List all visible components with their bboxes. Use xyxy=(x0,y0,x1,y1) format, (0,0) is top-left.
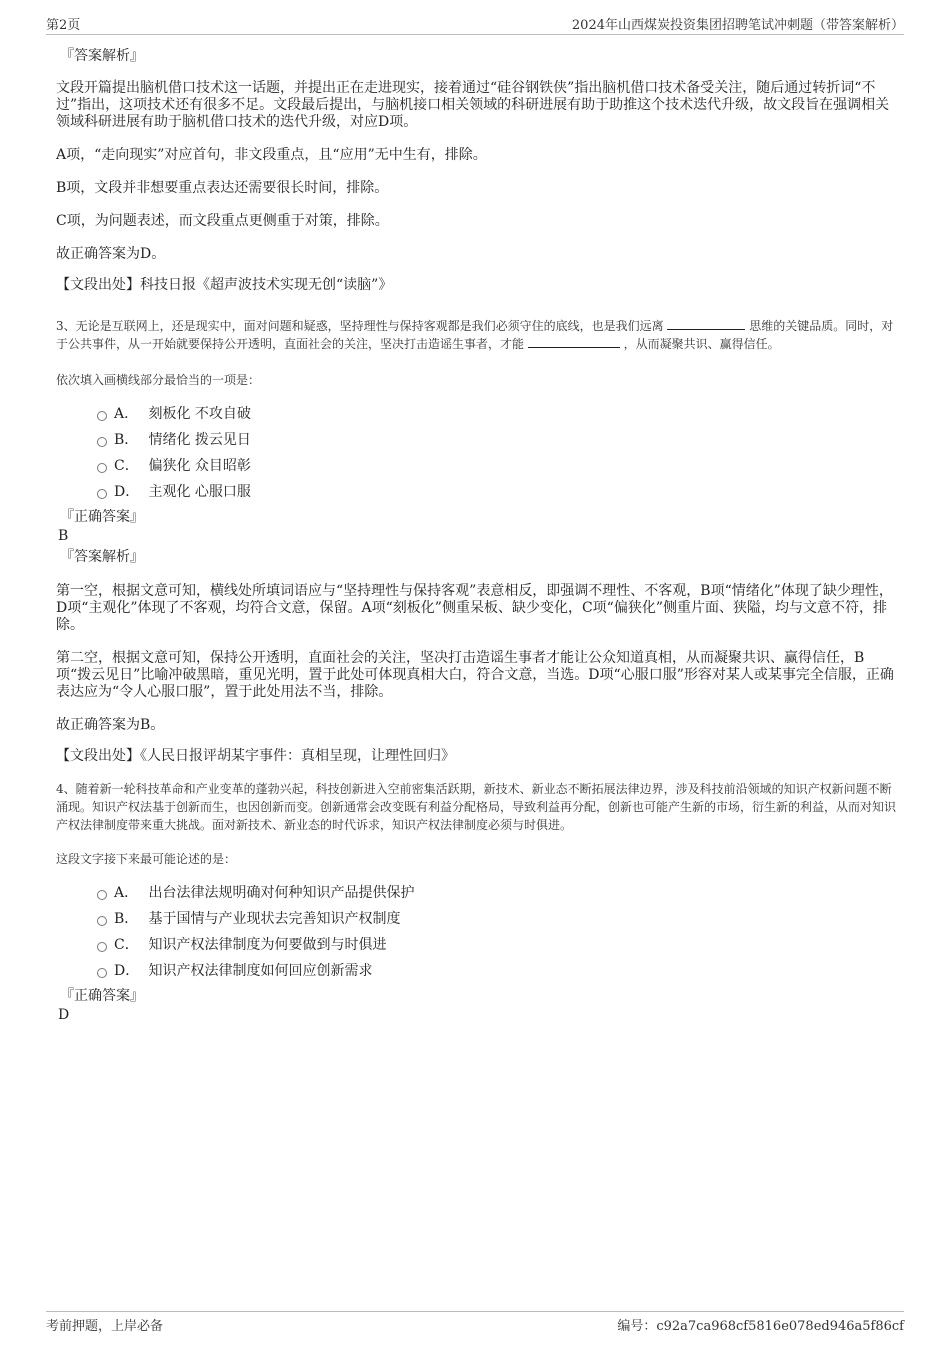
footer-slogan: 考前押题，上岸必备 xyxy=(46,1319,164,1334)
q3-option-a[interactable] xyxy=(56,401,898,427)
radio-icon[interactable] xyxy=(97,942,107,952)
q3-analysis-paragraph-2: 第二空，根据文意可知，保持公开透明，直面社会的关注，坚决打击造谣生事者才能让公众知道真相，从而凝聚共识、赢得信任，B项“拨云见日”比喻冲破黑暗，重见光明，置于此处可体现真相大白，符合文意，当选。D项“心服口服”形容对某人或某事完全信服，正确表达应为“令人心服口服”，置于此处用法不当，排除。 xyxy=(56,650,894,700)
q2-analysis-option-a: A项，“走向现实”对应首句，非文段重点，且“应用”无中生有，排除。 xyxy=(56,147,487,163)
document-id: 编号：c92a7ca968cf5816e078ed946a5f86cf xyxy=(617,1319,904,1334)
q3-conclusion: 故正确答案为B。 xyxy=(56,717,165,733)
q4-answer-label: 『正确答案』 xyxy=(60,988,144,1004)
q4-option-d[interactable] xyxy=(56,958,898,984)
option-text: 基于国情与产业现状去完善知识产权制度 xyxy=(148,911,401,927)
q3-blank-2 xyxy=(528,337,620,348)
option-text: 知识产权法律制度为何要做到与时俱进 xyxy=(148,937,387,953)
q2-source: 【文段出处】科技日报《超声波技术实现无创“读脑”》 xyxy=(56,277,393,293)
document-title: 2024年山西煤炭投资集团招聘笔试冲刺题（带答案解析） xyxy=(571,18,904,33)
option-text: 知识产权法律制度如何回应创新需求 xyxy=(148,963,373,979)
q3-option-c[interactable] xyxy=(56,453,898,479)
option-text: 出台法律法规明确对何种知识产品提供保护 xyxy=(148,885,415,901)
option-letter: D． xyxy=(114,963,140,979)
q3-option-d[interactable] xyxy=(56,479,898,505)
page-header xyxy=(46,14,904,35)
option-letter: A． xyxy=(114,885,139,901)
q2-analysis-option-c: C项，为问题表述，而文段重点更侧重于对策，排除。 xyxy=(56,213,389,229)
q3-options xyxy=(56,401,898,505)
q4-stem: 4、随着新一轮科技革命和产业变革的蓬勃兴起，科技创新进入空前密集活跃期，新技术、新业态不断拓展法律边界，涉及科技前沿领域的知识产权新问题不断涌现。知识产权法基于创新而生，也因创新而变。创新通常会改变既有利益分配格局，导致利益再分配，创新也可能产生新的市场，衍生新的利益，从而对知识产权法律制度带来重大挑战。面对新技术、新业态的时代诉求，知识产权法律制度必须与时俱进。 xyxy=(56,782,897,832)
option-text: 情绪化 拨云见日 xyxy=(148,432,251,448)
q4-prompt: 这段文字接下来最可能论述的是： xyxy=(56,852,237,866)
q2-analysis-paragraph: 文段开篇提出脑机借口技术这一话题，并提出正在走进现实，接着通过“硅谷钢铁侠”指出脑机借口技术备受关注，随后通过转折词“不过”指出，这项技术还有很多不足。文段最后提出，与脑机接口相关领域的科研进展有助于助推这个技术迭代升级，故文段旨在强调相关领域科研进展有助于脑机借口技术的迭代升级，对应D项。 xyxy=(56,80,890,130)
q3-source: 【文段出处】《人民日报评胡某宇事件：真相呈现，让理性回归》 xyxy=(56,748,455,764)
q4-option-a[interactable] xyxy=(56,880,898,906)
q3-stem xyxy=(56,317,898,353)
q3-analysis-paragraph-1: 第一空，根据文意可知，横线处所填词语应与“坚持理性与保持客观”表意相反，即强调不理性、不客观，B项“情绪化”体现了缺少理性，D项“主观化”体现了不客观，均符合文意，保留。A项“刻板化”侧重呆板、缺少变化，C项“偏狭化”侧重片面、狭隘，均与文意不符，排除。 xyxy=(56,583,893,633)
q2-analysis-label: 『答案解析』 xyxy=(60,48,144,64)
option-letter: D． xyxy=(114,484,140,500)
q3-analysis-label: 『答案解析』 xyxy=(60,549,144,565)
main-content xyxy=(56,46,898,1024)
q2-conclusion: 故正确答案为D。 xyxy=(56,246,166,262)
radio-icon[interactable] xyxy=(97,890,107,900)
option-letter: C． xyxy=(114,937,139,953)
q3-stem-part2: 思维的关键品质。同时，对于公共事件，从一开始就要保持公开透明，直面社会的关注，坚决打击造谣生事者，才能 xyxy=(56,319,894,351)
q4-option-c[interactable] xyxy=(56,932,898,958)
q3-blank-1 xyxy=(667,319,745,330)
option-text: 刻板化 不攻自破 xyxy=(148,406,251,422)
radio-icon[interactable] xyxy=(97,916,107,926)
option-letter: B． xyxy=(114,432,139,448)
page-number: 第2页 xyxy=(46,18,81,33)
q4-answer: D xyxy=(58,1007,70,1023)
q3-answer: B xyxy=(58,528,69,544)
radio-icon[interactable] xyxy=(97,968,107,978)
page-footer xyxy=(46,1311,904,1334)
q4-options xyxy=(56,880,898,984)
option-letter: C． xyxy=(114,458,139,474)
q3-option-b[interactable] xyxy=(56,427,898,453)
option-text: 主观化 心服口服 xyxy=(148,484,251,500)
q4-option-b[interactable] xyxy=(56,906,898,932)
radio-icon[interactable] xyxy=(97,437,107,447)
q3-stem-part3: ，从而凝聚共识、赢得信任。 xyxy=(623,337,780,351)
q2-analysis-option-b: B项，文段并非想要重点表达还需要很长时间，排除。 xyxy=(56,180,389,196)
radio-icon[interactable] xyxy=(97,463,107,473)
q3-prompt: 依次填入画横线部分最恰当的一项是： xyxy=(56,373,261,387)
radio-icon[interactable] xyxy=(97,489,107,499)
option-letter: B． xyxy=(114,911,139,927)
option-letter: A． xyxy=(114,406,139,422)
radio-icon[interactable] xyxy=(97,411,107,421)
option-text: 偏狭化 众目昭彰 xyxy=(148,458,251,474)
q3-stem-part1: 3、无论是互联网上，还是现实中，面对问题和疑惑，坚持理性与保持客观都是我们必须守住的底线，也是我们远离 xyxy=(56,319,664,333)
q3-answer-label: 『正确答案』 xyxy=(60,509,144,525)
